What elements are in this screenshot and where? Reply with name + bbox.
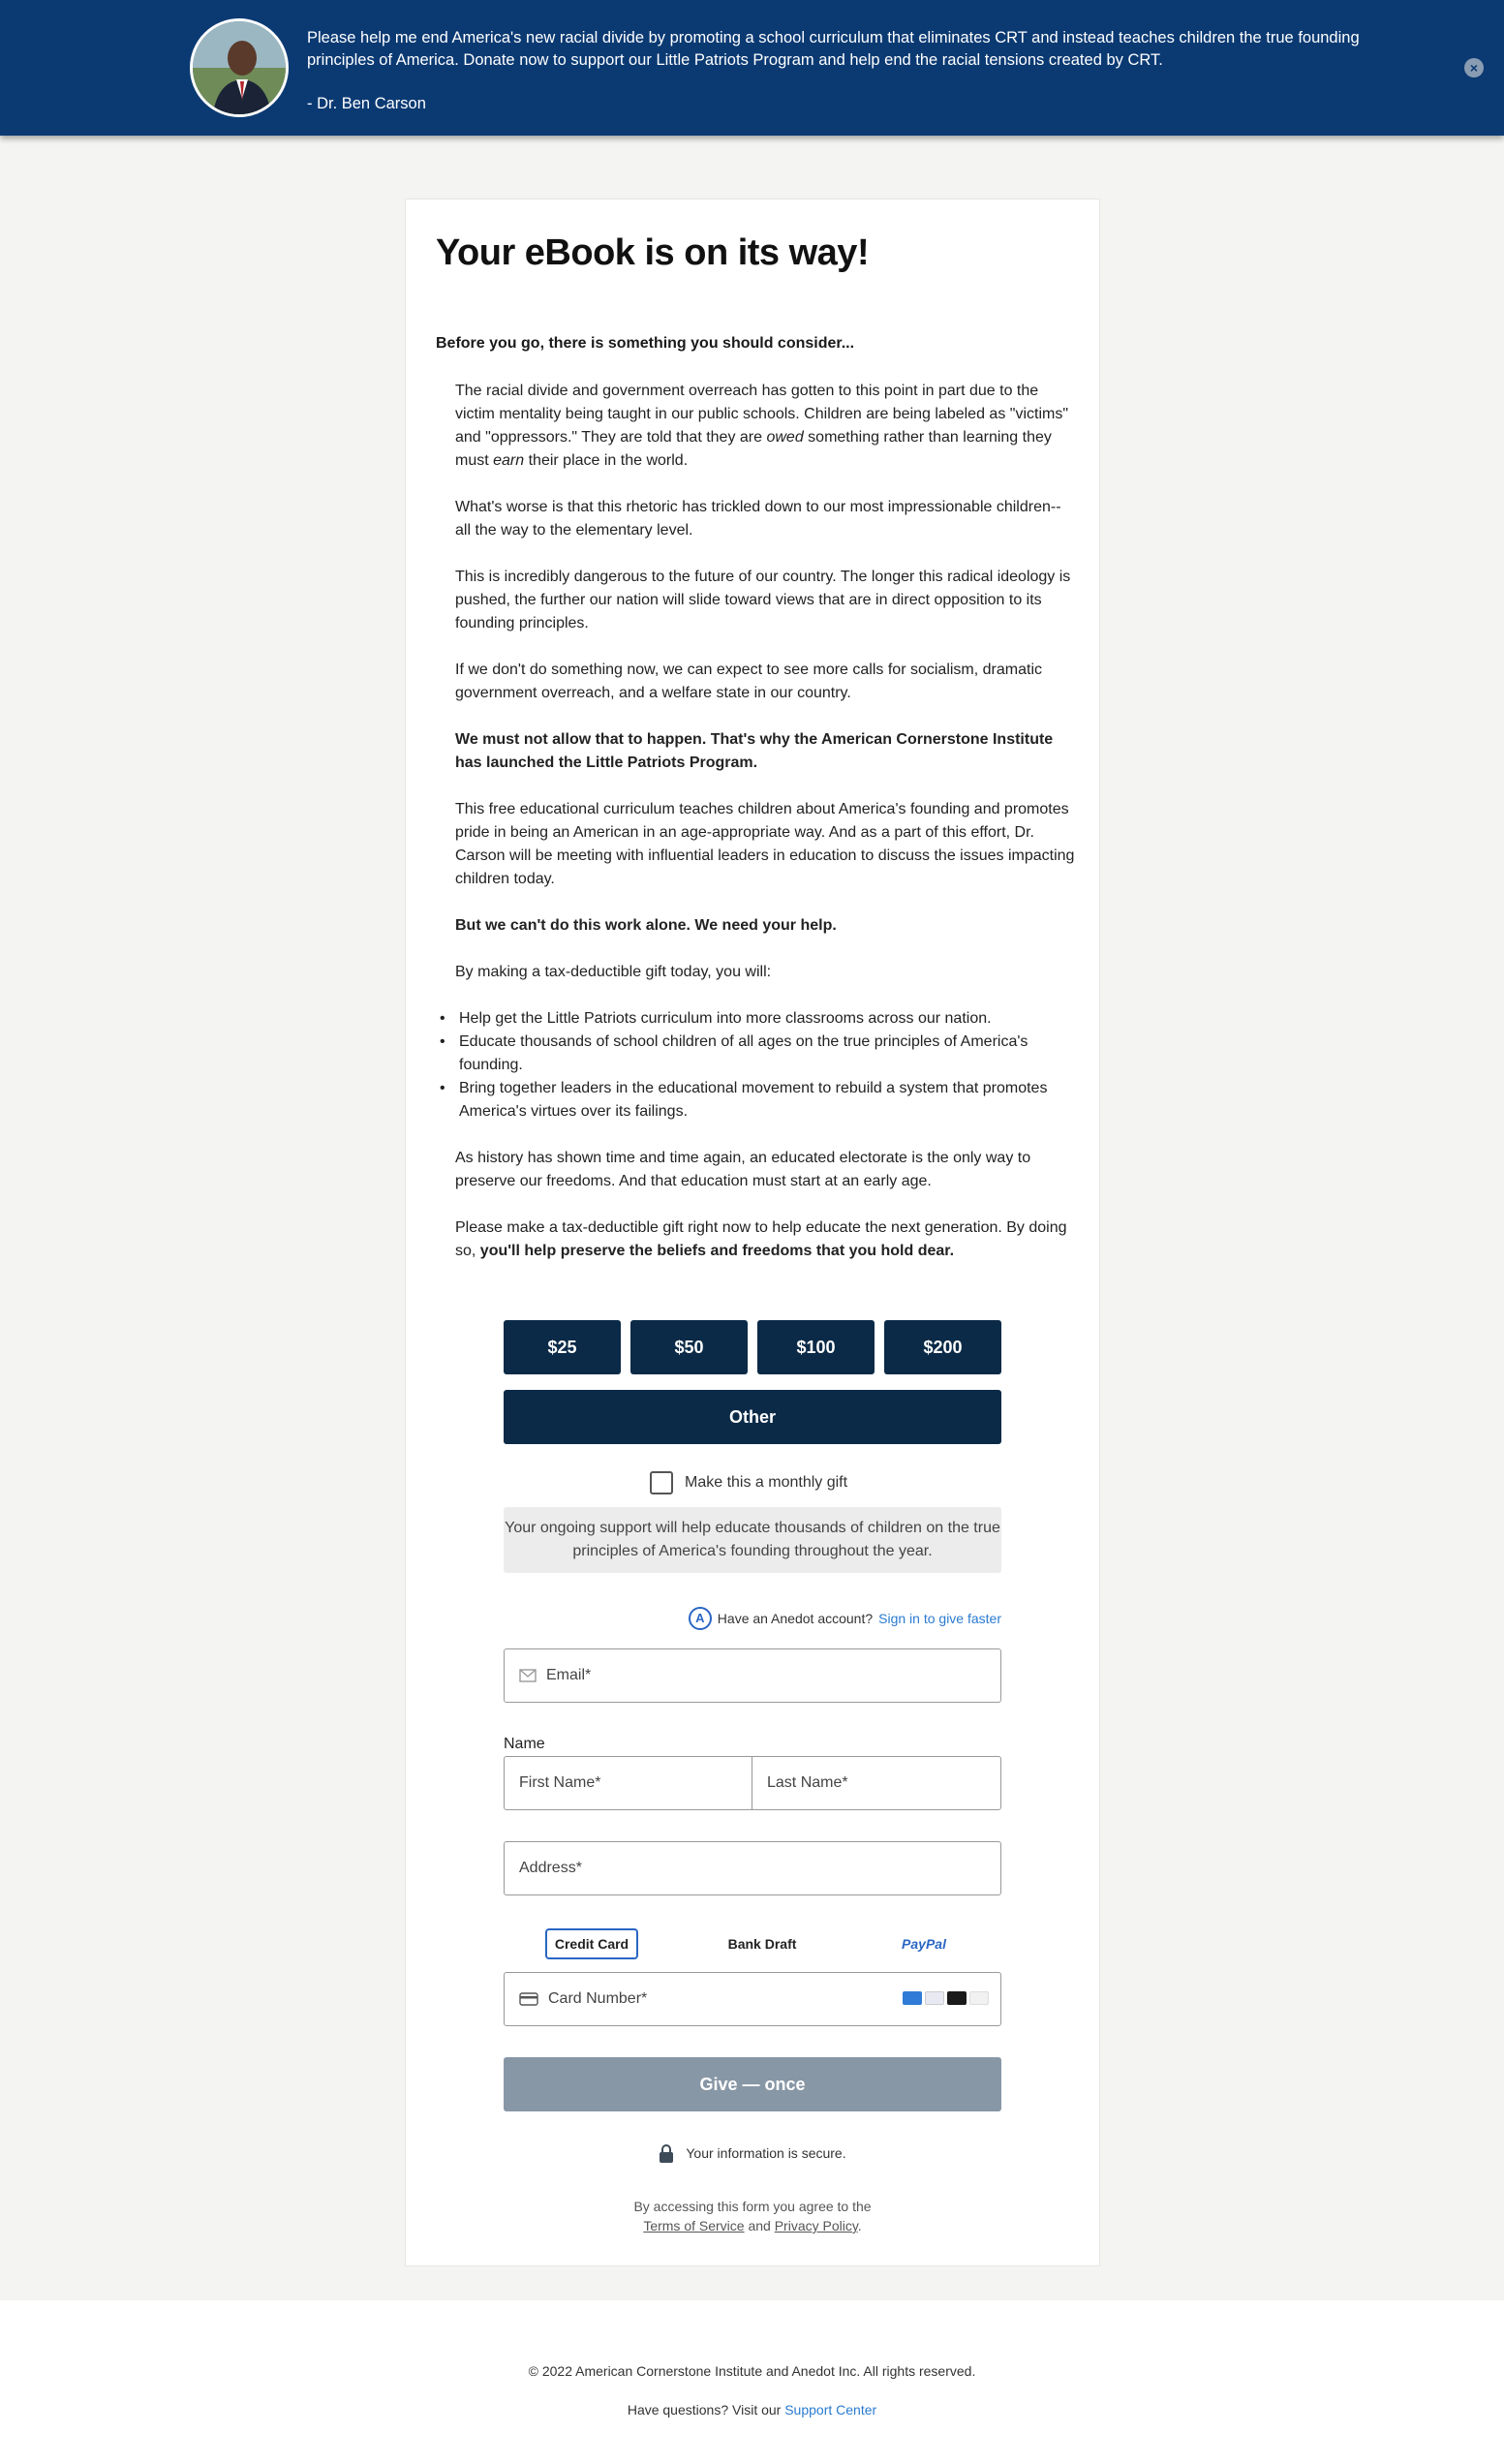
list-item: • Educate thousands of school children of all ages on the true principles of America's founding. [436, 1031, 1075, 1077]
signin-link[interactable]: Sign in to give faster [878, 1611, 1001, 1626]
paragraph-2: What's worse is that this rhetoric has trickled down to our most impressionable children--all the way to the elementary level. [455, 499, 1061, 539]
name-label: Name [504, 1736, 545, 1752]
amount-options [504, 1320, 1001, 1374]
monthly-gift-checkbox[interactable] [650, 1471, 673, 1494]
amex-icon [903, 1991, 922, 2005]
page-title: Your eBook is on its way! [436, 232, 870, 273]
terms-and: and [748, 2218, 771, 2233]
secure-text: Your information is secure. [686, 2145, 846, 2161]
tab-credit-card[interactable]: Credit Card [545, 1928, 638, 1959]
paragraph-9: As history has shown time and time again, an educated electorate is the only way to preserve our freedoms. And that education must start at an early age. [455, 1150, 1031, 1189]
email-field[interactable] [504, 1648, 1001, 1703]
list-item: • Help get the Little Patriots curriculum into more classrooms across our nation. [436, 1007, 1075, 1031]
last-name-field[interactable] [752, 1756, 1001, 1810]
tab-paypal[interactable]: PayPal [902, 1936, 946, 1952]
last-name-placeholder: Last Name* [767, 1774, 848, 1791]
support-notice [0, 2402, 1504, 2418]
amount-button-25[interactable]: $25 [504, 1320, 621, 1374]
mastercard-icon [947, 1991, 967, 2005]
payment-method-tabs [504, 1928, 1001, 1959]
questions-text: Have questions? Visit our [627, 2402, 782, 2418]
lock-icon [659, 2143, 674, 2163]
card-brand-icons [903, 1991, 989, 2005]
anedot-signin [504, 1607, 1001, 1630]
amount-button-50[interactable]: $50 [630, 1320, 748, 1374]
paragraph-3: This is incredibly dangerous to the future of our country. The longer this radical ideology is pushed, the further our nation will slide toward views that are in direct opposition to its founding principles. [455, 569, 1071, 631]
list-item: • Bring together leaders in the educational movement to rebuild a system that promotes America's virtues over its failings. [436, 1077, 1075, 1124]
privacy-policy-link[interactable]: Privacy Policy [774, 2218, 858, 2233]
monthly-gift-option[interactable] [650, 1471, 847, 1494]
secure-notice [504, 2143, 1001, 2163]
close-icon[interactable]: × [1464, 58, 1484, 77]
paragraph-1: The racial divide and government overreach has gotten to this point in part due to the victim mentality being taught in our public schools. Children are being labeled as "victims" and "oppressors." They are told that they are owed something rather than learning they must earn their place in the world. [455, 383, 1069, 469]
portrait-image [193, 21, 289, 117]
paragraph-4: If we don't do something now, we can expect to see more calls for socialism, dramatic government overreach, and a welfare state in our country. [455, 662, 1042, 701]
support-center-link[interactable]: Support Center [784, 2402, 877, 2418]
lead-text: Before you go, there is something you should consider... [436, 335, 855, 352]
email-placeholder: Email* [546, 1667, 592, 1683]
credit-card-icon [519, 1992, 538, 2006]
first-name-placeholder: First Name* [519, 1774, 601, 1791]
anedot-prompt: Have an Anedot account? [717, 1611, 874, 1626]
first-name-field[interactable] [504, 1756, 752, 1810]
monthly-gift-label[interactable]: Make this a monthly gift [685, 1474, 848, 1491]
discover-icon [969, 1991, 989, 2005]
other-amount-button[interactable]: Other [504, 1390, 1001, 1444]
donation-card [405, 199, 1100, 2266]
benefits-list [436, 1007, 1075, 1124]
banner-message: Please help me end America's new racial divide by promoting a school curriculum that eliminates CRT and instead teaches children the true founding principles of America. Donate now to support our Little Patriots Program and help end the racial tensions created by CRT. [307, 29, 1360, 69]
give-button[interactable]: Give — once [504, 2057, 1001, 2111]
visa-icon [925, 1991, 944, 2005]
amount-button-100[interactable]: $100 [757, 1320, 875, 1374]
terms-suffix: . [857, 2218, 862, 2233]
envelope-icon [519, 1669, 537, 1682]
terms-notice [504, 2197, 1001, 2235]
paragraph-6: This free educational curriculum teaches children about America's founding and promotes pride in being an American in an age-appropriate way. And as a part of this effort, Dr. Carson will be meeting with influential leaders in education to discuss the issues impacting children today. [455, 801, 1075, 887]
avatar [190, 18, 289, 117]
terms-of-service-link[interactable]: Terms of Service [643, 2218, 745, 2233]
card-number-placeholder: Card Number* [548, 1990, 648, 2007]
anedot-logo-icon: A [689, 1607, 712, 1630]
card-number-field[interactable] [504, 1972, 1001, 2026]
footer [0, 2300, 1504, 2464]
appeal-body [455, 380, 1075, 1286]
address-field[interactable] [504, 1841, 1001, 1895]
paragraph-5: We must not allow that to happen. That's why the American Cornerstone Institute has launched the Little Patriots Program. [455, 731, 1054, 771]
copyright-text: © 2022 American Cornerstone Institute and Anedot Inc. All rights reserved. [528, 2363, 976, 2379]
paragraph-7: But we can't do this work alone. We need your help. [455, 917, 837, 934]
paragraph-8: By making a tax-deductible gift today, you will: [455, 964, 772, 980]
terms-prefix: By accessing this form you agree to the [633, 2199, 872, 2214]
amount-button-200[interactable]: $200 [884, 1320, 1001, 1374]
monthly-gift-note: Your ongoing support will help educate thousands of children on the true principles of America's founding throughout the year. [504, 1507, 1001, 1573]
address-placeholder: Address* [519, 1860, 582, 1876]
donation-banner [0, 0, 1504, 136]
tab-bank-draft[interactable]: Bank Draft [727, 1936, 797, 1952]
banner-signature: - Dr. Ben Carson [307, 95, 426, 112]
paragraph-10: Please make a tax-deductible gift right now to help educate the next generation. By doing so, you'll help preserve the beliefs and freedoms that you hold dear. [455, 1219, 1067, 1259]
